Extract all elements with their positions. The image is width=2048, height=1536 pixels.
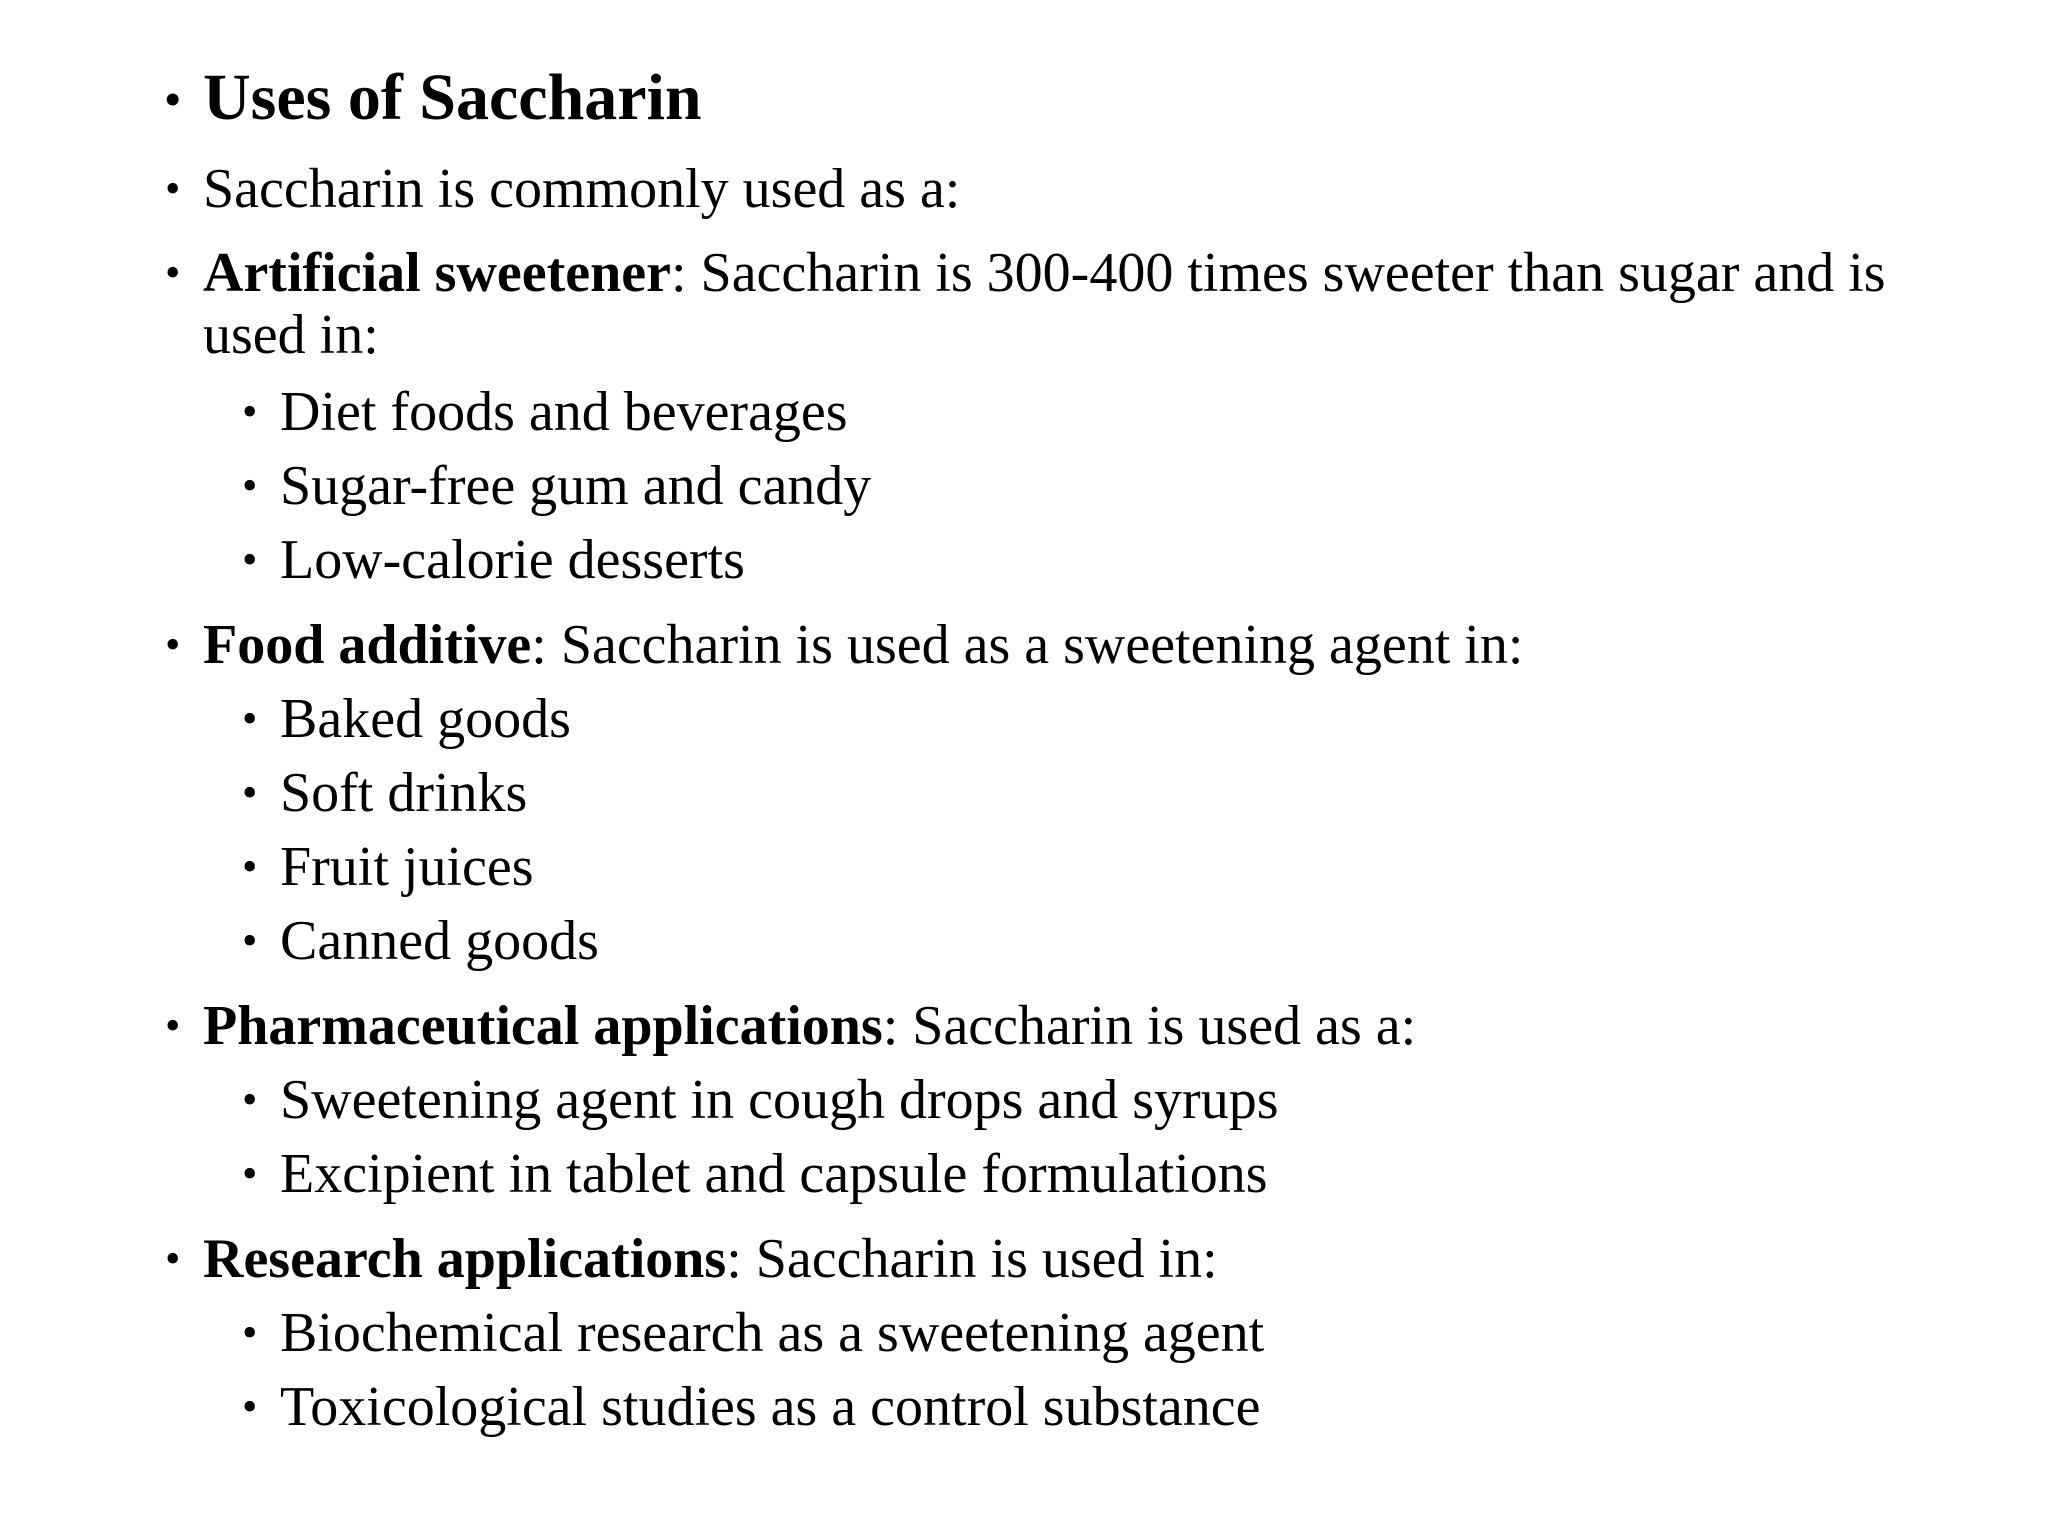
section-text: : Saccharin is used as a sweetening agent in:	[531, 614, 1524, 676]
list-item-text: Low-calorie desserts	[280, 529, 745, 591]
list-item-text: Diet foods and beverages	[280, 381, 848, 443]
list-item	[242, 762, 528, 824]
bullet-icon: •	[242, 1382, 258, 1431]
slide-title	[165, 61, 702, 134]
bullet-icon: •	[165, 164, 181, 213]
section-heading	[165, 1228, 1218, 1290]
section-heading	[165, 995, 1417, 1057]
list-item-text: Baked goods	[280, 688, 571, 750]
list-item-text: Sweetening agent in cough drops and syrups	[280, 1069, 1279, 1131]
bullet-icon: •	[242, 916, 258, 965]
bullet-icon: •	[242, 535, 258, 584]
intro-line	[165, 158, 961, 220]
bullet-icon: •	[242, 1149, 258, 1198]
list-item	[242, 910, 599, 972]
section-term: Food additive	[203, 614, 532, 676]
list-item-text: Fruit juices	[280, 836, 534, 898]
list-item-text: Sugar-free gum and candy	[280, 455, 872, 517]
list-item	[242, 1302, 1265, 1364]
bullet-icon: •	[165, 1001, 181, 1050]
list-item-text: Excipient in tablet and capsule formulations	[280, 1143, 1268, 1205]
list-item	[242, 1143, 1268, 1205]
section-term: Pharmaceutical applications	[203, 995, 883, 1057]
section-text: : Saccharin is used as a:	[882, 995, 1417, 1057]
list-item	[242, 836, 534, 898]
list-item-text: Toxicological studies as a control substance	[280, 1376, 1261, 1438]
list-item	[242, 529, 745, 591]
bullet-icon: •	[242, 1075, 258, 1124]
list-item	[242, 381, 848, 443]
intro-text: Saccharin is commonly used as a:	[203, 158, 961, 220]
list-item	[242, 455, 872, 517]
bullet-icon: •	[242, 387, 258, 436]
bullet-icon: •	[242, 842, 258, 891]
list-item-text: Biochemical research as a sweetening agent	[280, 1302, 1265, 1364]
bullet-icon: •	[165, 75, 181, 124]
bullet-icon: •	[165, 620, 181, 669]
bullet-icon: •	[242, 694, 258, 743]
list-item-text: Canned goods	[280, 910, 599, 972]
list-item-text: Soft drinks	[280, 762, 528, 824]
list-item	[242, 1376, 1261, 1438]
title-text: Uses of Saccharin	[203, 61, 702, 134]
bullet-icon: •	[242, 1308, 258, 1357]
section-text-continued: used in:	[203, 304, 379, 366]
bullet-icon: •	[242, 768, 258, 817]
bullet-icon: •	[242, 461, 258, 510]
section-heading	[165, 242, 1886, 304]
bullet-icon: •	[165, 1234, 181, 1283]
section-heading	[165, 614, 1524, 676]
list-item	[242, 688, 571, 750]
bullet-icon: •	[165, 248, 181, 297]
section-text: : Saccharin is used in:	[726, 1228, 1218, 1290]
list-item	[242, 1069, 1279, 1131]
section-text: : Saccharin is 300-400 times sweeter than sugar and is	[671, 242, 1886, 304]
section-term: Artificial sweetener	[203, 242, 671, 304]
section-term: Research applications	[203, 1228, 727, 1290]
